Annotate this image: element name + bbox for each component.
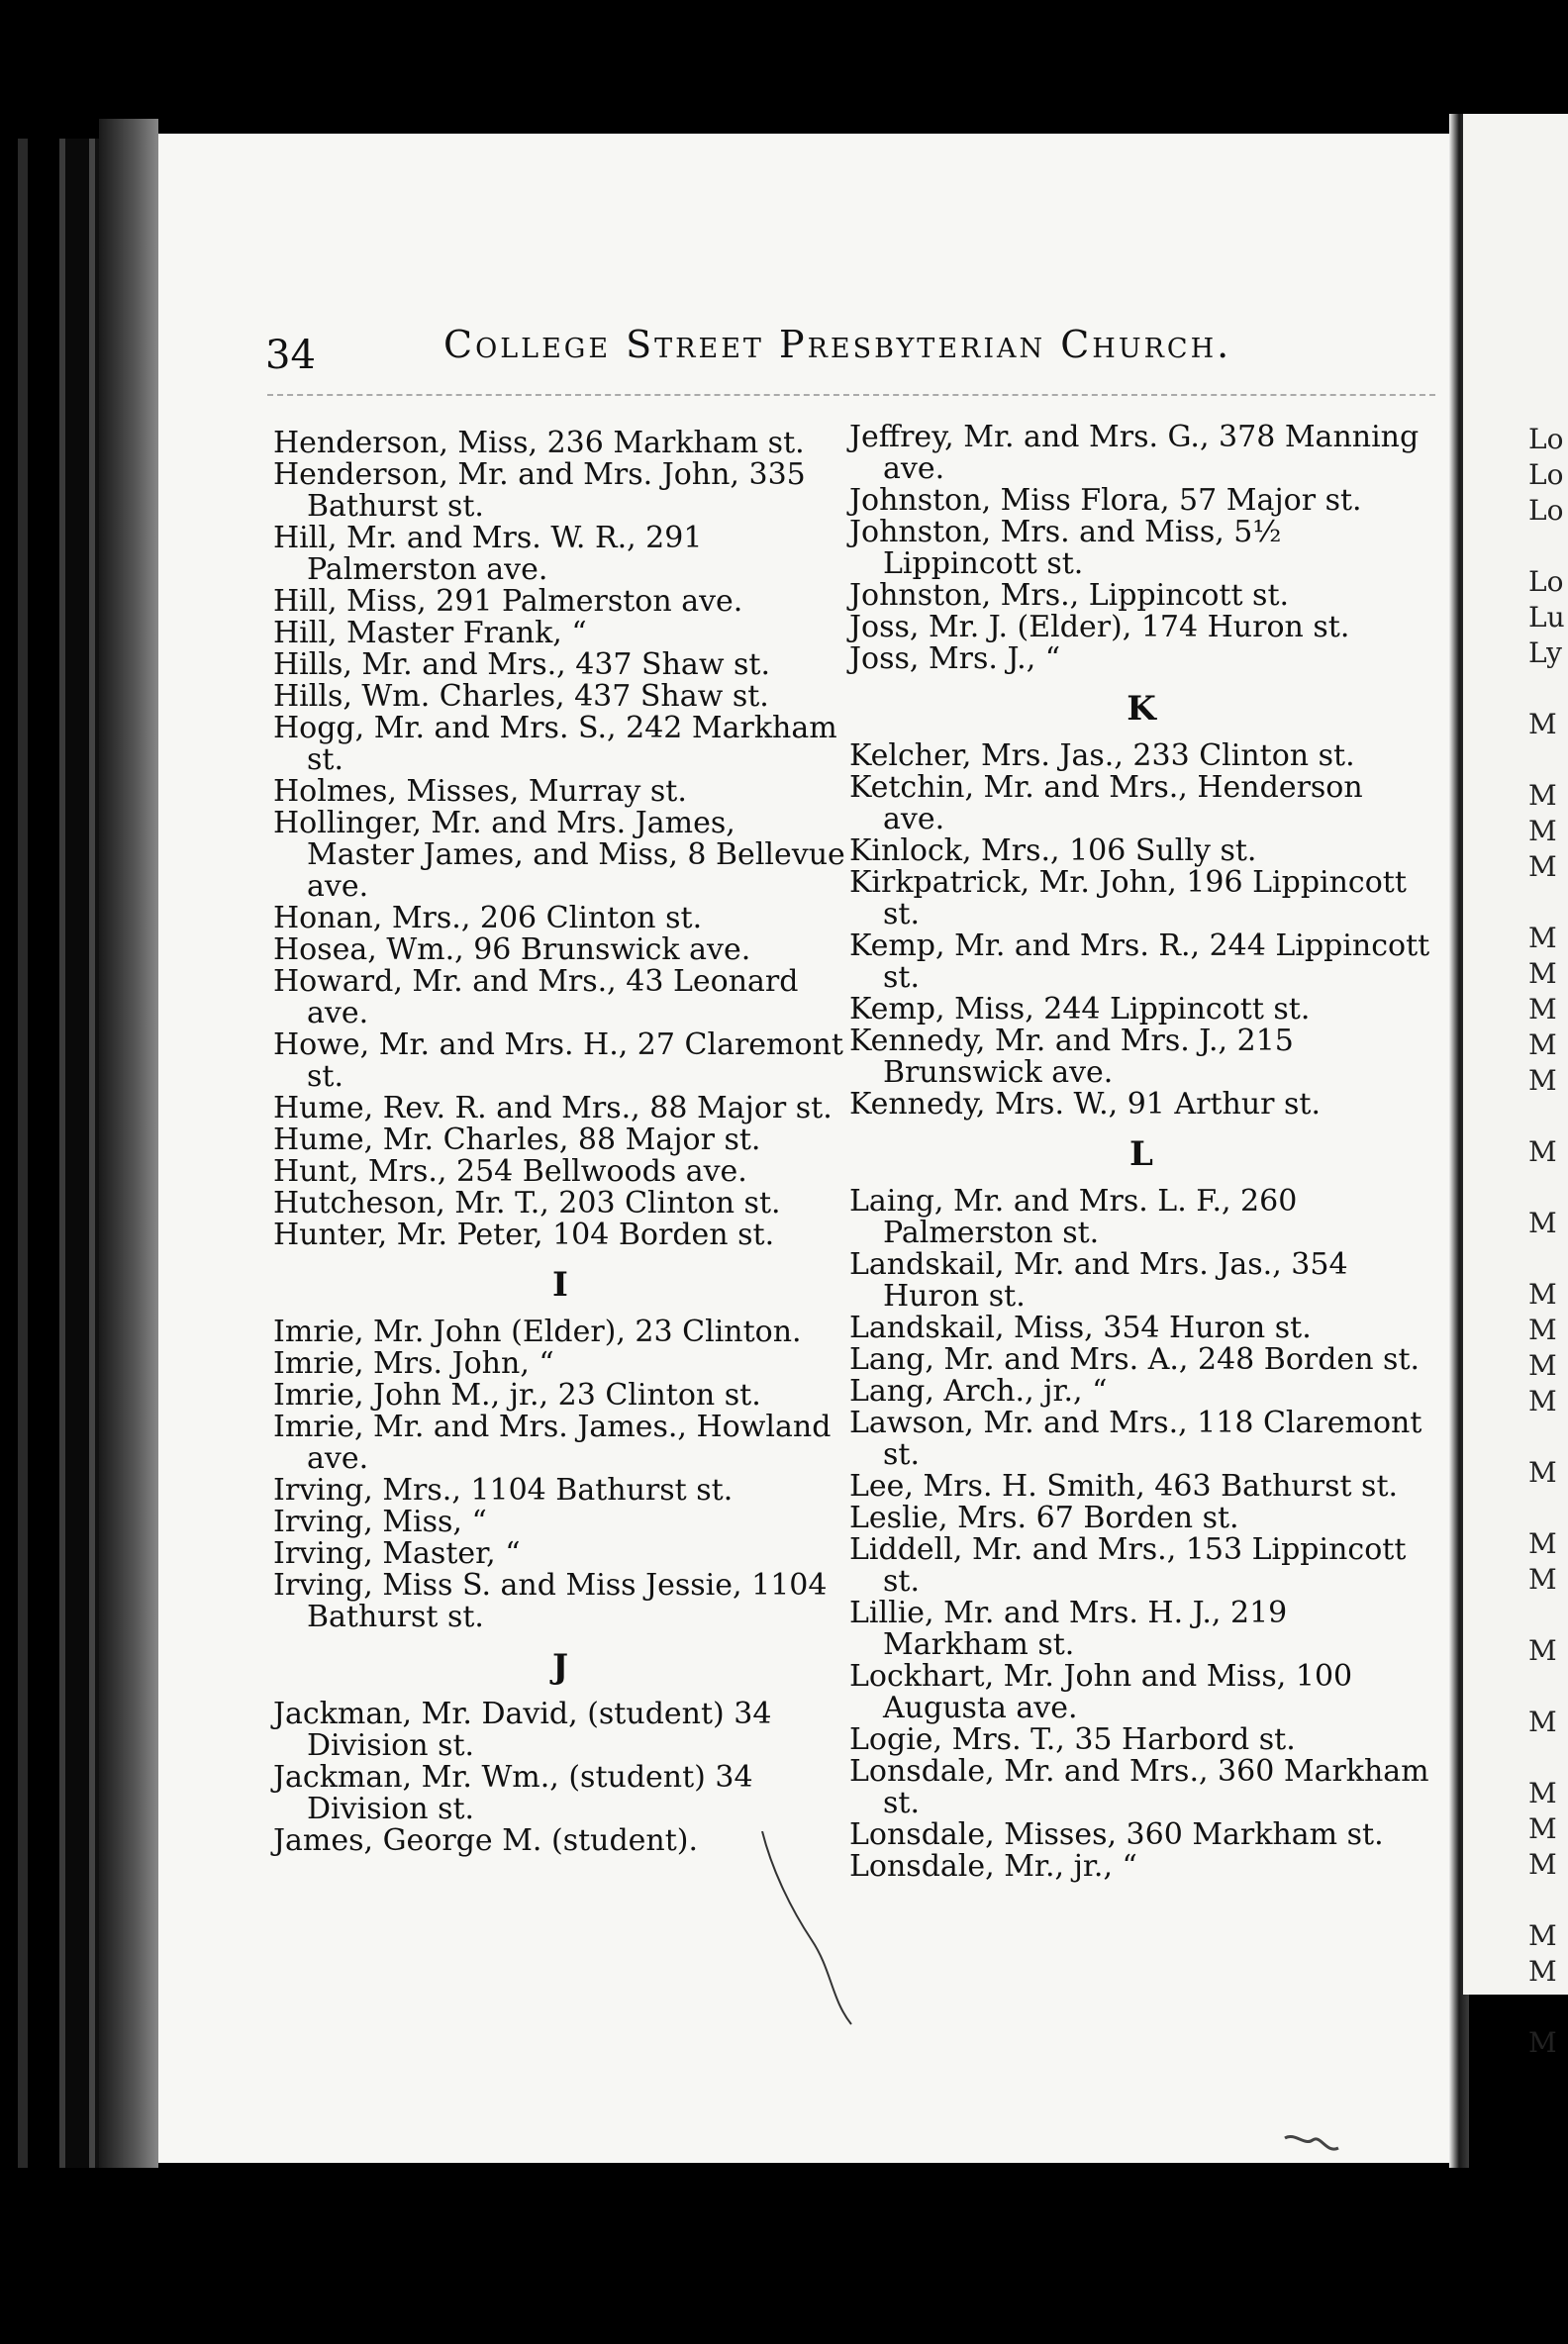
- directory-entry: Logie, Mrs. T., 35 Harbord st.: [849, 1722, 1296, 1757]
- directory-entry: Landskail, Miss, 354 Huron st.: [849, 1311, 1312, 1345]
- directory-entry: Lonsdale, Mr., jr., “: [849, 1849, 1137, 1884]
- facing-page-fragment: [1528, 1174, 1568, 1210]
- facing-page-fragment: M: [1528, 1634, 1557, 1667]
- directory-entry: Irving, Master, “: [273, 1536, 521, 1571]
- facing-page-fragment: [1528, 533, 1568, 568]
- facing-page-fragment: [1528, 1887, 1568, 1922]
- facing-page-fragment: M: [1528, 1706, 1557, 1738]
- facing-page-fragment: M: [1528, 1349, 1557, 1382]
- pen-stroke-mark: [752, 1831, 871, 2029]
- facing-page-fragment: M: [1528, 2026, 1557, 2059]
- directory-entry: Hill, Master Frank, “: [273, 616, 587, 650]
- directory-entry: Hume, Mr. Charles, 88 Major st.: [273, 1123, 761, 1157]
- facing-page-fragment: M: [1528, 1812, 1557, 1845]
- facing-page-fragment: Lu: [1528, 601, 1565, 634]
- directory-entry: Imrie, Mrs. John, “: [273, 1346, 554, 1381]
- facing-page-fragment: M: [1528, 1135, 1557, 1168]
- right-column: [849, 422, 1433, 1883]
- directory-entry: Laing, Mr. and Mrs. L. F., 260 Palmerston st.: [849, 1184, 1298, 1250]
- facing-page-fragment: M: [1528, 850, 1557, 883]
- facing-page-text: [1528, 426, 1568, 2065]
- page-number: 34: [265, 333, 316, 378]
- directory-entry: Howard, Mr. and Mrs., 43 Leonard ave.: [273, 964, 799, 1030]
- directory-entry: Lockhart, Mr. John and Miss, 100 Augusta ave.: [849, 1659, 1353, 1725]
- directory-entry: Lang, Arch., jr., “: [849, 1374, 1108, 1409]
- directory-entry: Kemp, Miss, 244 Lippincott st.: [849, 992, 1311, 1026]
- facing-page-fragment: M: [1528, 1314, 1557, 1346]
- directory-entry: Kinlock, Mrs., 106 Sully st.: [849, 833, 1257, 868]
- facing-page-fragment: M: [1528, 993, 1557, 1026]
- facing-page-fragment: M: [1528, 815, 1557, 847]
- facing-page-fragment: M: [1528, 1064, 1557, 1097]
- facing-page-fragment: [1528, 1994, 1568, 2029]
- directory-entry: Johnston, Mrs., Lippincott st.: [849, 578, 1290, 613]
- facing-page-fragment: [1528, 1744, 1568, 1780]
- facing-page-fragment: M: [1528, 708, 1557, 740]
- directory-entry: Hill, Mr. and Mrs. W. R., 291 Palmerston ave.: [273, 521, 703, 587]
- ink-blot-mark: [1283, 2128, 1342, 2168]
- facing-page-fragment: M: [1528, 1563, 1557, 1596]
- facing-page-fragment: M: [1528, 1278, 1557, 1311]
- facing-page-fragment: M: [1528, 922, 1557, 954]
- section-letter: K: [1127, 689, 1156, 729]
- directory-entry: Howe, Mr. and Mrs. H., 27 Claremont st.: [273, 1027, 843, 1094]
- directory-entry: Irving, Miss, “: [273, 1505, 487, 1539]
- directory-entry: Jackman, Mr. David, (student) 34 Division st.: [273, 1697, 772, 1763]
- left-column: [273, 428, 847, 1857]
- facing-page-fragment: M: [1528, 1919, 1557, 1952]
- section-letter: L: [1129, 1134, 1153, 1174]
- facing-page-fragment: M: [1528, 1207, 1557, 1239]
- directory-entry: Lillie, Mr. and Mrs. H. J., 219 Markham st.: [849, 1596, 1288, 1662]
- header-rule: [267, 394, 1435, 396]
- directory-entry: Henderson, Miss, 236 Markham st.: [273, 426, 805, 460]
- directory-entry: Landskail, Mr. and Mrs. Jas., 354 Huron st.: [849, 1247, 1348, 1314]
- directory-entry: Lonsdale, Mr. and Mrs., 360 Markham st.: [849, 1754, 1429, 1820]
- facing-page-fragment: [1528, 889, 1568, 925]
- facing-page-fragment: M: [1528, 1955, 1557, 1988]
- facing-page-fragment: M: [1528, 1385, 1557, 1417]
- facing-page-fragment: [1528, 1423, 1568, 1459]
- directory-entry: Imrie, Mr. and Mrs. James., Howland ave.: [273, 1410, 832, 1476]
- directory-entry: Hume, Rev. R. and Mrs., 88 Major st.: [273, 1091, 833, 1125]
- facing-page-fragment: [1528, 1495, 1568, 1530]
- directory-entry: Hill, Miss, 291 Palmerston ave.: [273, 584, 743, 619]
- directory-entry: Hollinger, Mr. and Mrs. James, Master James, and Miss, 8 Bellevue ave.: [273, 806, 845, 904]
- directory-entry: Lonsdale, Misses, 360 Markham st.: [849, 1817, 1384, 1852]
- directory-entry: Jackman, Mr. Wm., (student) 34 Division st.: [273, 1760, 753, 1826]
- facing-page-fragment: M: [1528, 1777, 1557, 1809]
- section-letter: J: [551, 1647, 569, 1687]
- facing-page-fragment: [1528, 746, 1568, 782]
- directory-entry: Hills, Wm. Charles, 437 Shaw st.: [273, 679, 769, 714]
- facing-page-fragment: Lo: [1528, 458, 1564, 491]
- page-title: College Street Presbyterian Church.: [443, 323, 1232, 366]
- facing-page-fragment: M: [1528, 1848, 1557, 1881]
- directory-entry: Irving, Mrs., 1104 Bathurst st.: [273, 1473, 734, 1508]
- directory-entry: Hunt, Mrs., 254 Bellwoods ave.: [273, 1154, 747, 1189]
- directory-entry: Joss, Mrs. J., “: [849, 641, 1061, 676]
- directory-entry: Holmes, Misses, Murray st.: [273, 774, 687, 809]
- facing-page-fragment: [1528, 1103, 1568, 1138]
- directory-entry: Leslie, Mrs. 67 Borden st.: [849, 1501, 1239, 1535]
- facing-page-fragment: M: [1528, 779, 1557, 812]
- page-edge-shadow: [99, 119, 158, 2178]
- facing-page-fragment: Lo: [1528, 565, 1564, 598]
- section-letter: I: [552, 1265, 568, 1305]
- facing-page-fragment: M: [1528, 1527, 1557, 1560]
- directory-entry: Hills, Mr. and Mrs., 437 Shaw st.: [273, 647, 771, 682]
- facing-page-fragment: Lo: [1528, 494, 1564, 527]
- directory-entry: Joss, Mr. J. (Elder), 174 Huron st.: [849, 610, 1350, 644]
- facing-page-fragment: [1528, 1673, 1568, 1709]
- facing-page-fragment: Lo: [1528, 426, 1564, 455]
- directory-entry: Ketchin, Mr. and Mrs., Henderson ave.: [849, 770, 1363, 836]
- directory-entry: Johnston, Miss Flora, 57 Major st.: [849, 483, 1362, 518]
- directory-entry: Henderson, Mr. and Mrs. John, 335 Bathurst st.: [273, 457, 806, 524]
- directory-entry: Liddell, Mr. and Mrs., 153 Lippincott st.: [849, 1532, 1407, 1599]
- facing-page-fragment: Ly: [1528, 636, 1562, 669]
- directory-entry: Irving, Miss S. and Miss Jessie, 1104 Bathurst st.: [273, 1568, 828, 1634]
- directory-entry: Kennedy, Mr. and Mrs. J., 215 Brunswick ave.: [849, 1024, 1294, 1090]
- directory-entry: Kelcher, Mrs. Jas., 233 Clinton st.: [849, 738, 1355, 773]
- directory-entry: Kemp, Mr. and Mrs. R., 244 Lippincott st.: [849, 928, 1430, 995]
- directory-entry: Lawson, Mr. and Mrs., 118 Claremont st.: [849, 1406, 1422, 1472]
- facing-page-fragment: [1528, 1602, 1568, 1637]
- directory-entry: Lang, Mr. and Mrs. A., 248 Borden st.: [849, 1342, 1421, 1377]
- directory-entry: Imrie, Mr. John (Elder), 23 Clinton.: [273, 1315, 802, 1349]
- facing-page-fragment: M: [1528, 957, 1557, 990]
- directory-entry: Honan, Mrs., 206 Clinton st.: [273, 901, 703, 935]
- directory-entry: Jeffrey, Mr. and Mrs. G., 378 Manning ave.: [849, 420, 1420, 486]
- directory-entry: Imrie, John M., jr., 23 Clinton st.: [273, 1378, 761, 1413]
- directory-entry: Hosea, Wm., 96 Brunswick ave.: [273, 932, 751, 967]
- scan-border-bottom: [0, 2168, 1568, 2344]
- directory-entry: Hutcheson, Mr. T., 203 Clinton st.: [273, 1186, 781, 1221]
- directory-entry: James, George M. (student).: [273, 1823, 699, 1858]
- facing-page-fragment: M: [1528, 1028, 1557, 1061]
- facing-page-fragment: M: [1528, 1456, 1557, 1489]
- directory-entry: Kirkpatrick, Mr. John, 196 Lippincott st.: [849, 865, 1407, 931]
- running-header: [265, 319, 1453, 378]
- directory-entry: Kennedy, Mrs. W., 91 Arthur st.: [849, 1087, 1322, 1122]
- directory-entry: Lee, Mrs. H. Smith, 463 Bathurst st.: [849, 1469, 1399, 1504]
- directory-entry: Hunter, Mr. Peter, 104 Borden st.: [273, 1218, 775, 1252]
- directory-entry: Johnston, Mrs. and Miss, 5½ Lippincott st.: [849, 515, 1282, 581]
- facing-page-fragment: [1528, 675, 1568, 711]
- directory-entry: Hogg, Mr. and Mrs. S., 242 Markham st.: [273, 711, 837, 777]
- facing-page-fragment: [1528, 1245, 1568, 1281]
